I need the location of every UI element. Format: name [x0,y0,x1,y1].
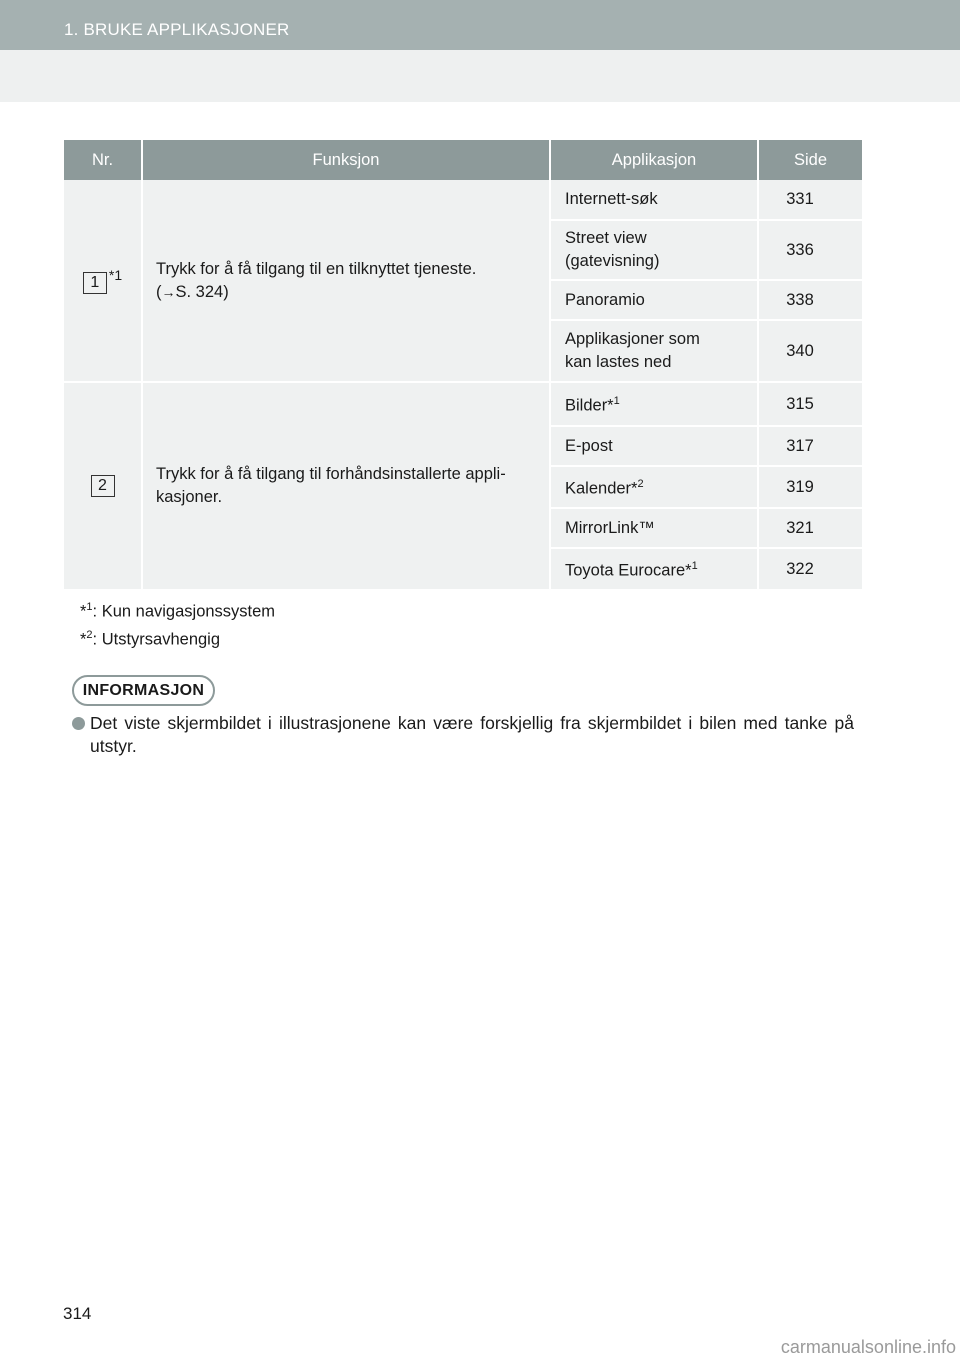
app-name-cell [550,548,758,590]
function-description: Trykk for å få tilgang til forhåndsinstallerte appli-kasjoner. [156,465,506,506]
app-page: 319 [786,477,814,496]
page-reference: S. 324 [175,282,224,301]
app-page-cell [758,220,862,280]
footnote-2 [80,624,275,652]
app-name: MirrorLink™ [565,518,655,537]
header-bar [0,0,960,50]
table-row [64,180,862,220]
app-name: Panoramio [565,290,645,309]
app-name-cell [550,320,758,382]
app-page-cell [758,180,862,220]
app-page: 338 [786,290,814,309]
app-name-line2: kan lastes ned [565,353,672,371]
footnote-text: : Utstyrsavhengig [92,630,221,648]
column-header-side: Side [758,140,862,180]
app-page-cell [758,466,862,508]
app-name-line2: (gatevisning) [565,252,660,270]
bullet-icon [72,717,85,730]
column-header-nr: Nr. [64,140,142,180]
header-band [0,50,960,102]
app-name: E-post [565,436,613,455]
app-name: Internett-søk [565,190,658,208]
arrow-right-icon: → [161,283,176,300]
app-name-cell [550,382,758,426]
group-1-number-cell [64,180,142,382]
table-row [64,382,862,426]
app-name: Toyota Eurocare* [565,561,692,580]
app-page: 321 [786,518,814,537]
page-number: 314 [63,1304,92,1323]
app-page-cell [758,426,862,466]
app-page-cell [758,508,862,548]
app-name-cell [550,508,758,548]
function-description: Trykk for å få tilgang til en tilknyttet tjeneste. [156,259,477,278]
app-page: 331 [786,190,814,208]
footnote-mark: 1 [613,395,620,408]
app-page: 336 [786,240,814,259]
footnote-text: : Kun navigasjonssystem [92,602,276,621]
app-page-cell [758,382,862,426]
app-page: 322 [786,559,814,578]
app-name-cell [550,426,758,466]
app-name-cell [550,180,758,220]
app-name-cell [550,466,758,508]
number-box: 2 [91,475,115,497]
group-1-function-cell: Trykk for å få tilgang til en tilknyttet tjeneste. (→S. 324) [142,180,550,382]
footnotes [80,596,275,651]
footnote-mark: 2 [637,478,644,491]
footnote-star: * [80,602,87,621]
information-badge: INFORMASJON [72,675,215,706]
footnote-star: * [80,630,87,648]
footnote-number: 2 [86,628,93,641]
app-page: 317 [786,436,814,455]
app-page-cell [758,320,862,382]
app-name: Kalender* [565,479,638,498]
app-name: Street view [565,229,647,247]
applications-table [64,140,862,591]
column-header-funksjon: Funksjon [142,140,550,180]
app-name-cell [550,280,758,320]
footnote-1 [80,596,275,624]
footnote-number: 1 [86,601,93,613]
app-page: 340 [786,341,814,360]
table-header-row [64,140,862,180]
app-name: Bilder* [565,396,614,415]
footnote-mark: *1 [108,267,123,284]
app-name-cell [550,220,758,280]
number-box: 1 [83,272,107,294]
watermark: carmanualsonline.info [780,1337,956,1357]
app-page: 315 [786,394,814,413]
column-header-applikasjon: Applikasjon [550,140,758,180]
footnote-mark: 1 [691,560,698,573]
app-name: Applikasjoner som [565,330,700,348]
group-2-number-cell [64,382,142,590]
information-item [70,712,854,758]
information-text: Det viste skjermbildet i illustrasjonene kan være forskjellig fra skjermbildet i bilen med tanke på utstyr. [90,713,854,756]
app-page-cell [758,280,862,320]
app-page-cell [758,548,862,590]
section-title: 1. BRUKE APPLIKASJONER [64,20,290,39]
group-2-function-cell [142,382,550,590]
